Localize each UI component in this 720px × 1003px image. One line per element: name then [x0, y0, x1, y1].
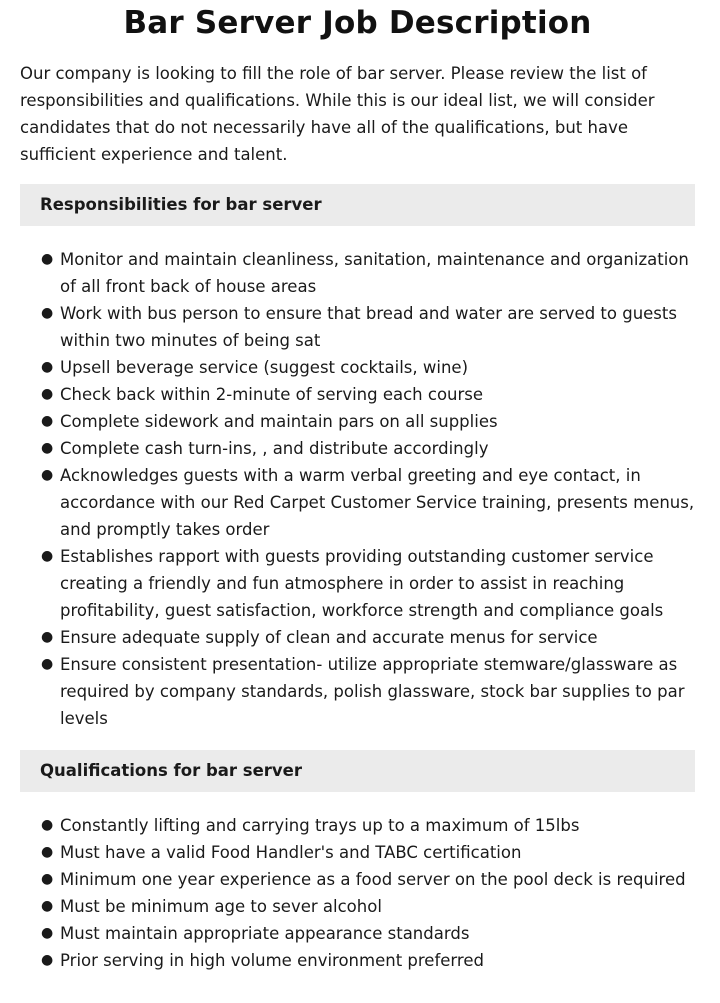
bullet-icon: ●: [41, 817, 54, 833]
responsibilities-heading: Responsibilities for bar server: [20, 184, 695, 226]
intro-paragraph: Our company is looking to fill the role of bar server. Please review the list of responsibilities and qualifications. While this is our ideal list, we will consider candidates that do not necessarily have all of the qualifications, but have sufficient experience and talent.: [20, 64, 655, 164]
list-item-text: Minimum one year experience as a food server on the pool deck is required: [60, 870, 686, 889]
bullet-icon: ●: [41, 359, 54, 375]
list-item-text: Must maintain appropriate appearance standards: [60, 924, 470, 943]
bullet-icon: ●: [41, 871, 54, 887]
list-item-text: Ensure adequate supply of clean and accurate menus for service: [60, 628, 598, 647]
list-item: [41, 651, 695, 732]
list-item-text: Monitor and maintain cleanliness, sanitation, maintenance and organization of all front back of house areas: [60, 250, 689, 296]
list-item: [41, 920, 695, 947]
bullet-icon: ●: [41, 413, 54, 429]
list-item-text: Must be minimum age to sever alcohol: [60, 897, 382, 916]
list-item-text: Check back within 2-minute of serving each course: [60, 385, 484, 404]
bullet-icon: ●: [41, 925, 54, 941]
bullet-icon: ●: [41, 952, 54, 968]
list-item-text: Ensure consistent presentation- utilize appropriate stemware/glassware as required by company standards, polish glassware, stock bar supplies to par levels: [60, 655, 685, 728]
list-item: [41, 354, 695, 381]
list-item: [41, 866, 695, 893]
list-item-text: Establishes rapport with guests providing outstanding customer service creating a friendly and fun atmosphere in order to assist in reaching profitability, guest satisfaction, workforce strength and compliance goals: [60, 547, 664, 620]
list-item: [41, 462, 695, 543]
list-item: [41, 408, 695, 435]
list-item: [41, 812, 695, 839]
bullet-icon: ●: [41, 656, 54, 672]
responsibilities-list: [20, 246, 695, 732]
list-item-text: Complete cash turn-ins, , and distribute accordingly: [60, 439, 489, 458]
page-title: Bar Server Job Description: [123, 5, 592, 41]
bullet-icon: ●: [41, 898, 54, 914]
list-item-text: Constantly lifting and carrying trays up to a maximum of 15lbs: [60, 816, 580, 835]
bullet-icon: ●: [41, 440, 54, 456]
list-item: [41, 246, 695, 300]
qualifications-heading: Qualifications for bar server: [20, 750, 695, 792]
list-item-text: Acknowledges guests with a warm verbal greeting and eye contact, in accordance with our Red Carpet Customer Service training, presents menus, and promptly takes order: [60, 466, 695, 539]
qualifications-list: [20, 812, 695, 974]
bullet-icon: ●: [41, 305, 54, 321]
bullet-icon: ●: [41, 548, 54, 564]
list-item-text: Work with bus person to ensure that bread and water are served to guests within two minutes of being sat: [60, 304, 677, 350]
list-item: [41, 381, 695, 408]
bullet-icon: ●: [41, 629, 54, 645]
bullet-icon: ●: [41, 251, 54, 267]
list-item-text: Must have a valid Food Handler's and TABC certification: [60, 843, 522, 862]
bullet-icon: ●: [41, 844, 54, 860]
list-item: [41, 947, 695, 974]
list-item-text: Prior serving in high volume environment preferred: [60, 951, 484, 970]
list-item: [41, 300, 695, 354]
list-item-text: Complete sidework and maintain pars on all supplies: [60, 412, 498, 431]
list-item: [41, 435, 695, 462]
list-item: [41, 839, 695, 866]
bullet-icon: ●: [41, 386, 54, 402]
list-item: [41, 893, 695, 920]
list-item-text: Upsell beverage service (suggest cocktails, wine): [60, 358, 469, 377]
list-item: [41, 543, 695, 624]
bullet-icon: ●: [41, 467, 54, 483]
list-item: [41, 624, 695, 651]
